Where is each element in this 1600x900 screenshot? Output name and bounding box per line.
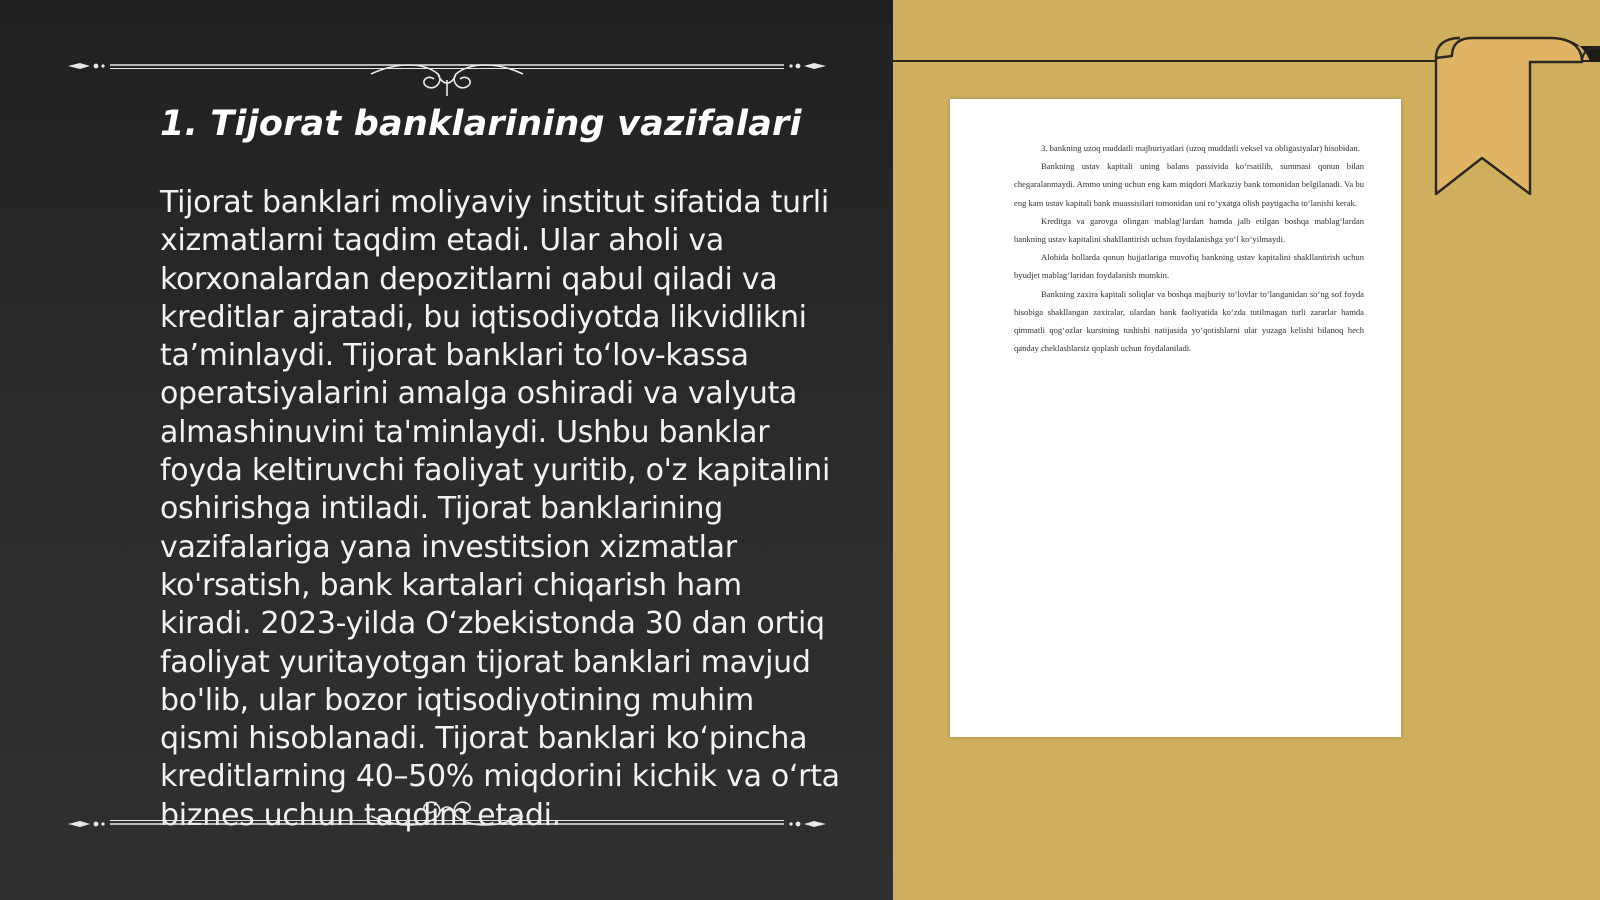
document-paragraph: Bankning ustav kapitali uning balans passivida ko‘rsatilib, summasi qonun bilan chegaralanmaydi. Ammo uning uchun eng kam miqdori Markaziy bank tomonidan belgilanadi. Va bu eng kam ustav kapitali bank muassisilari tomonidan uni ro‘yxatga olish paytigacha to‘lanishi kerak. (1014, 161, 1364, 208)
document-paragraph: Alohida hollarda qonun hujjatlariga muvofiq bankning ustav kapitalini shakllantirish uchun byudjet mablag‘laridan foydalanish mumkin. (1014, 252, 1364, 281)
slide-title: 1. Tijorat banklarining vazifalari (160, 104, 802, 144)
document-paragraph: Bankning zaxira kapitali soliqlar va boshqa majburiy to‘lovlar to‘langanidan so‘ng sof foyda hisobiga shakllangan zaxiralar, ulardan bank faoliyatida ko‘zda tutilmagan turli zararlar hamda qimmatli qog‘ozlar kursining tushishi natijasida yo‘qotishlarni ular yuzaga kelishi bilanoq hech qanday cheklashlarsiz qoplash uchun foydalaniladi. (1014, 288, 1364, 354)
document-paragraph: Kreditga va garovga olingan mablag‘lardan hamda jalb etilgan boshqa mablag‘lardan bankning ustav kapitalini shakllantirish uchun foydalanishga yo‘l ko‘yilmaydi. (1014, 215, 1364, 245)
slide-body-text: Tijorat banklari moliyaviy institut sifatida turli xizmatlarni taqdim etadi. Ular aholi va korxonalardan depozitlarni qabul qiladi va kreditlar ajratadi, bu iqtisodiyotda likvidlikni ta’minlaydi. Tijorat banklari to‘lov-kassa operatsiyalarini amalga oshiradi va valyuta almashinuvini ta'minlaydi. Ushbu banklar foyda keltiruvchi faoliyat yuritib, o'z kapitalini oshirishga intiladi. Tijorat banklarining vazifalariga yana investitsion xizmatlar ko'rsatish, bank kartalari chiqarish ham kiradi. 2023-yilda O‘zbekistonda 30 dan ortiq faoliyat yuritayotgan tijorat banklari mavjud bo'lib, ular bozor iqtisodiyotining muhim qismi hisoblanadi. Tijorat banklari ko‘pincha kreditlarning 40–50% miqdorini kichik va o‘rta biznes uchun taqdim etadi. (160, 185, 840, 833)
top-ornament-icon (66, 36, 828, 96)
document-text (1014, 139, 1364, 357)
ribbon-bookmark-icon (1432, 34, 1600, 204)
document-page-image (950, 99, 1401, 737)
bottom-ornament-icon (66, 780, 828, 840)
document-paragraph: 3. bankning uzoq muddatli majburiyatlari (uzoq muddatli veksel va obligasiyalar) hisobidan. (1041, 143, 1360, 153)
